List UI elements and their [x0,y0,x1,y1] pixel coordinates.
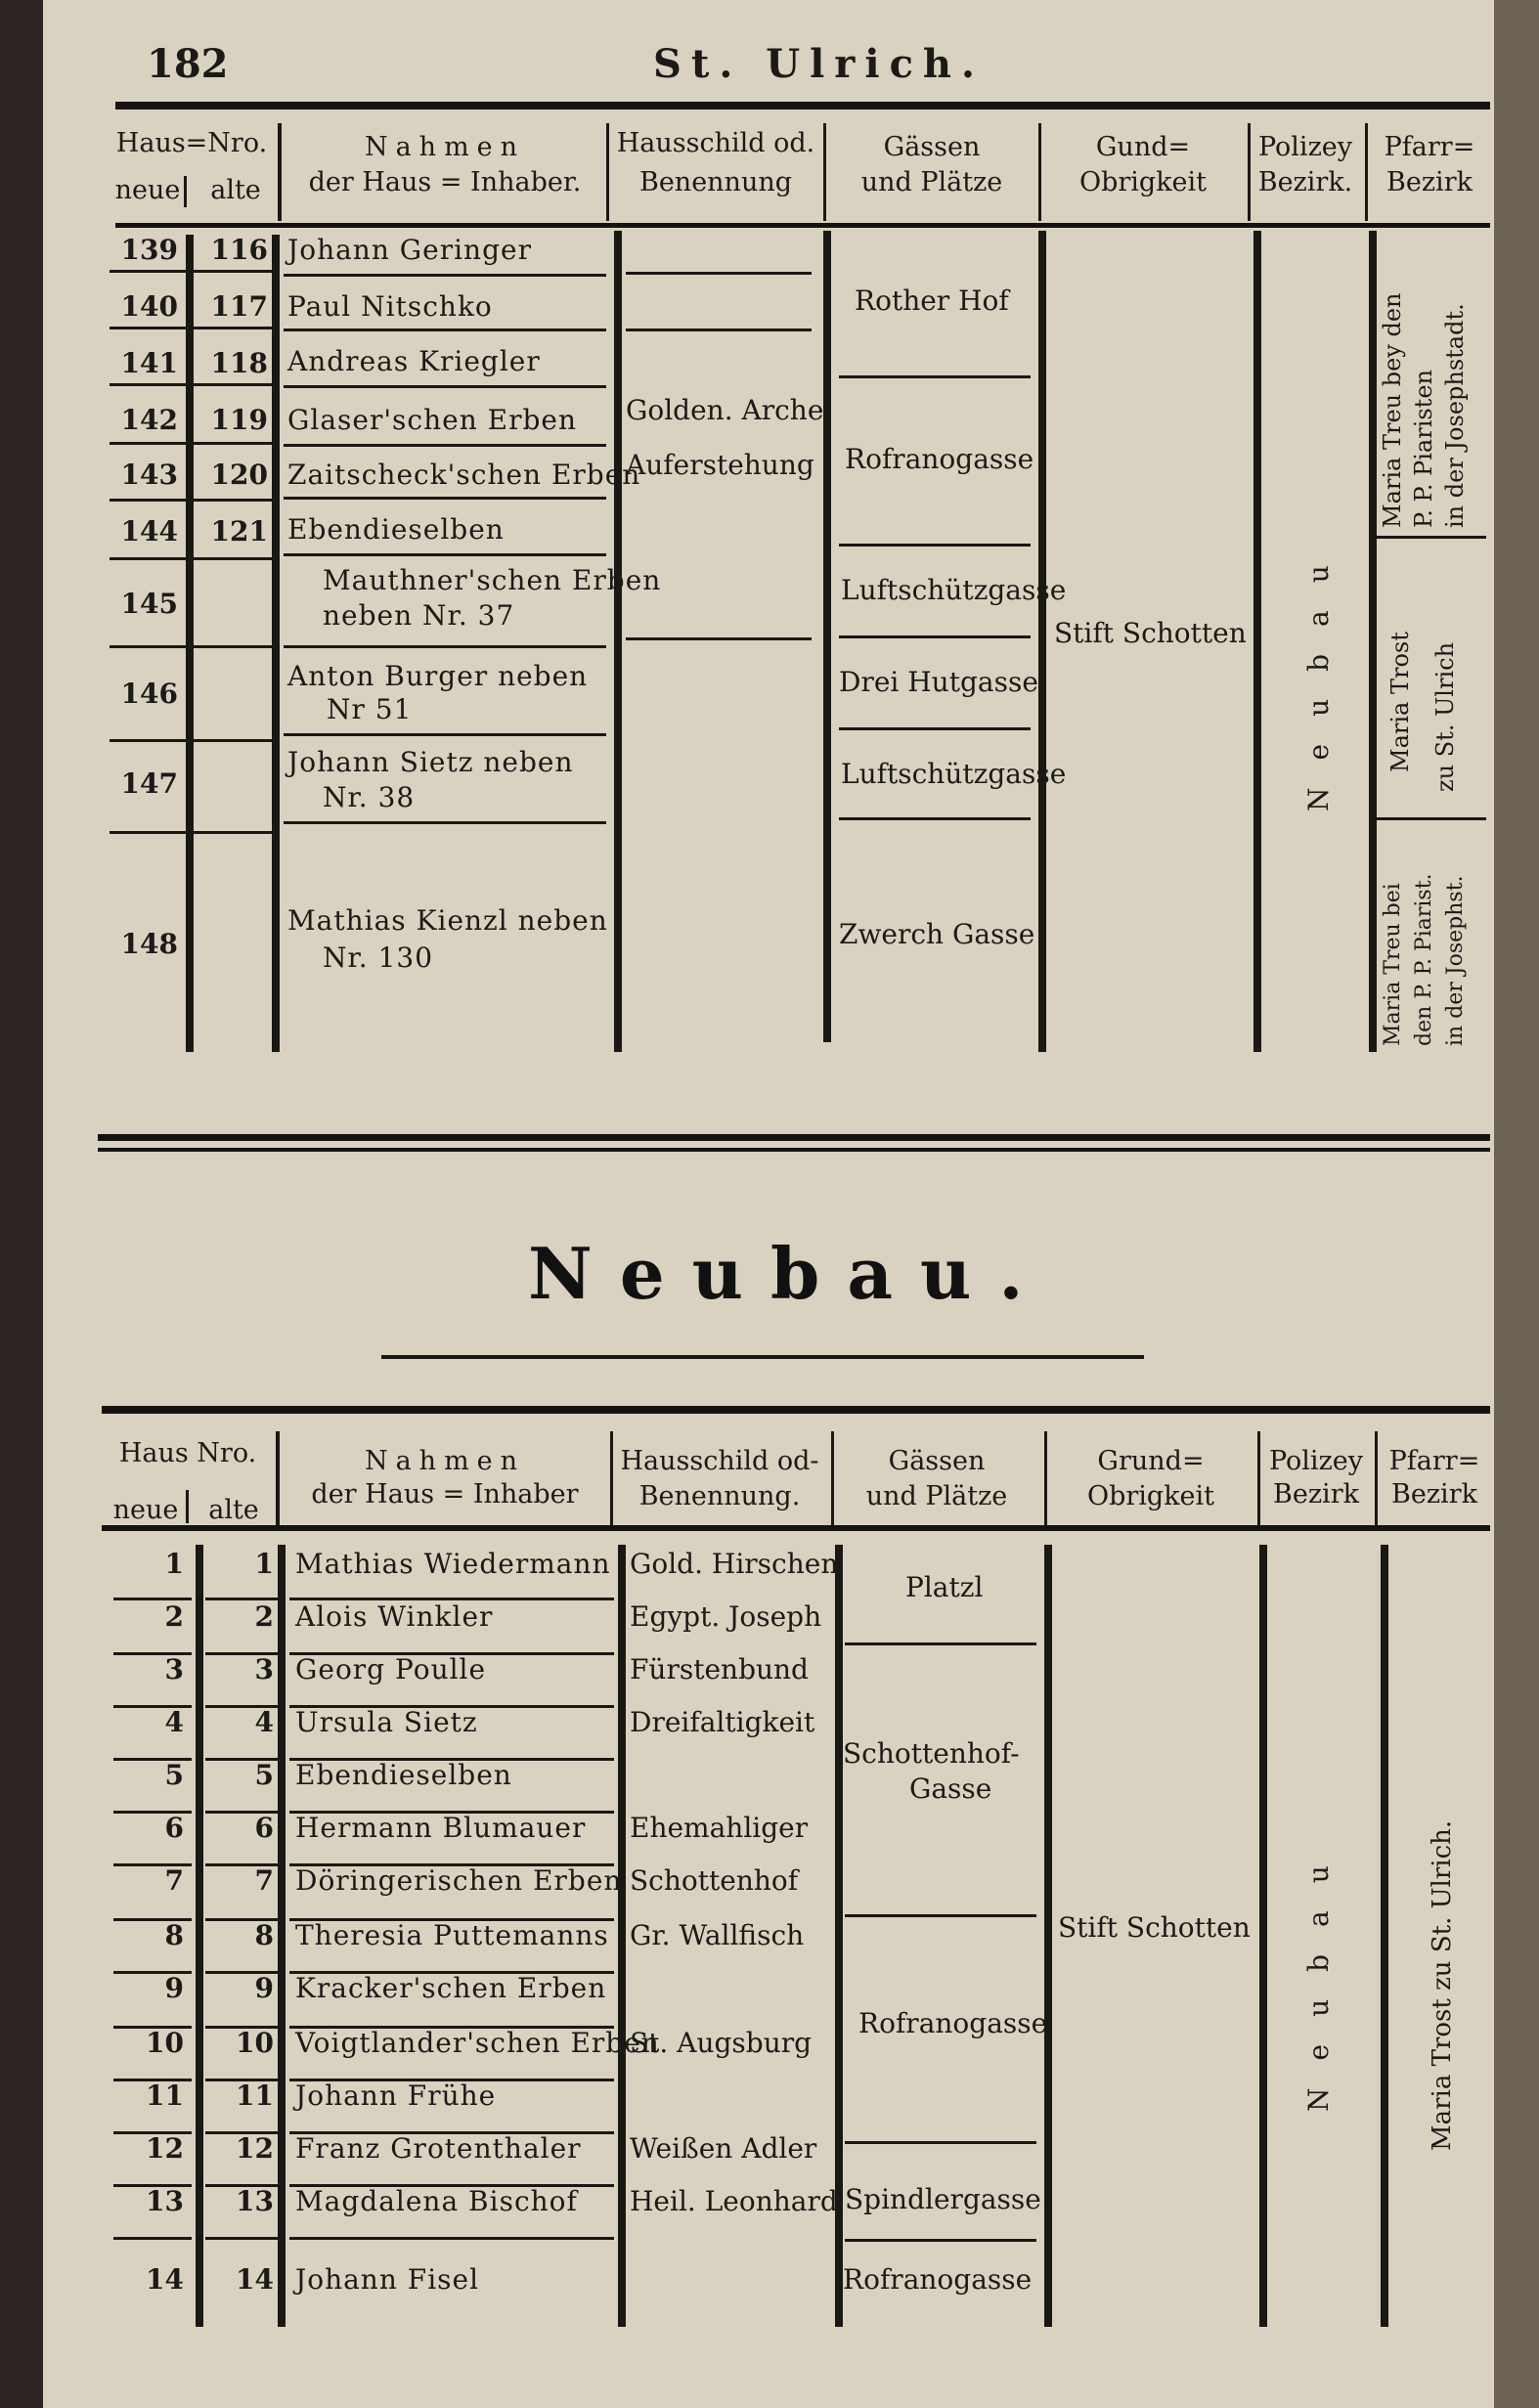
pfarr-line: Maria Treu bei [1381,883,1405,1046]
neue-num: 13 [146,2185,184,2217]
street: Schottenhof- [843,1737,1020,1770]
house-sign: Heil. Leonhard [630,2185,838,2217]
owner-name: Mauthner'schen Erben [323,564,662,596]
neue-num: 5 [164,1759,184,1791]
header-rule [115,223,1490,228]
owner-name: Mathias Wiedermann [295,1548,611,1580]
hdr-sep [606,123,609,221]
col-neue: neue [114,175,181,205]
row-line [289,2237,614,2240]
owner-name: Mathias Kienzl neben [287,904,608,937]
col-obrigkeit: Obrigkeit [1086,1481,1215,1511]
row-line [194,383,272,386]
house-sign: Auferstehung [626,449,814,481]
row-line [284,444,606,447]
col-line [618,1545,626,2327]
col-bezirk: Bezirk. [1257,167,1353,197]
owner-name: Magdalena Bischof [295,2185,578,2217]
neue-num: 2 [164,1600,184,1633]
owner-name: Zaitscheck'schen Erben [287,459,641,491]
col-nahmen: Nahmen [364,132,526,162]
row-line [194,327,272,329]
row-line [845,1914,1036,1917]
neue-num: 6 [164,1812,184,1844]
neue-num: 8 [164,1919,184,1951]
hdr-sep [831,1431,834,1525]
neue-num: 1 [164,1548,184,1580]
row-line [1377,536,1486,539]
row-line [284,733,606,736]
street: Rofranogasse [843,2263,1033,2296]
col-pfarr-bezirk: Bezirk [1391,1479,1477,1510]
hdr-sep [1257,1431,1260,1525]
row-line [113,2237,192,2240]
neue-num: 142 [120,404,178,436]
row-line [110,499,188,502]
col-pfarr: Pfarr= [1388,1446,1480,1476]
neue-num: 144 [120,515,178,547]
hdr-sep [184,176,187,207]
col-line [196,1545,203,2327]
house-sign: Schottenhof [630,1864,799,1897]
house-sign: Gold. Hirschen [630,1548,839,1580]
hdr-sep [186,1490,189,1523]
alte-num: 6 [254,1812,274,1844]
owner-name: Ebendieselben [287,513,505,546]
street: Gasse [909,1773,992,1805]
owner-name-cont: neben Nr. 37 [323,599,515,632]
alte-num: 9 [254,1972,274,2004]
neue-num: 147 [120,767,178,800]
pfarr-line: P. P. Piaristen [1410,370,1437,528]
row-line [284,328,606,331]
alte-num: 5 [254,1759,274,1791]
owner-name: Theresia Puttemanns [295,1919,609,1951]
row-line [626,272,812,275]
owner-name: Alois Winkler [295,1600,494,1633]
col-line [1381,1545,1388,2327]
street: Rofranogasse [845,443,1034,475]
hdr-sep [1038,123,1041,221]
row-line [284,553,606,556]
street: Platzl [905,1571,984,1603]
col-alte: alte [210,175,261,205]
neue-num: 148 [120,928,178,960]
street: Luftschützgasse [841,574,1067,606]
pfarr-line: in der Josephst. [1443,875,1468,1046]
hdr-sep [610,1431,613,1525]
owner-name: Döringerischen Erben [295,1864,623,1897]
house-sign: Dreifaltigkeit [630,1706,815,1738]
street: Spindlergasse [845,2183,1041,2215]
pfarr-line: zu St. Ulrich [1431,641,1459,792]
neue-num: 14 [146,2263,184,2296]
neue-num: 140 [120,290,178,323]
row-line [284,274,606,277]
row-line [845,2239,1036,2242]
alte-num: 8 [254,1919,274,1951]
col-plaetze: und Plätze [865,1481,1008,1511]
row-line [205,2237,280,2240]
owner-name: Kracker'schen Erben [295,1972,607,2004]
row-line [110,739,188,742]
row-line [839,635,1031,638]
street: Drei Hutgasse [839,666,1038,698]
grund-obrigkeit: Stift Schotten [1054,617,1247,649]
alte-num: 4 [254,1706,274,1738]
row-line [110,645,188,648]
neue-num: 9 [164,1972,184,2004]
col-benennung: Benennung. [638,1481,801,1511]
house-sign: Weißen Adler [630,2132,817,2165]
row-line [284,385,606,388]
house-sign: Egypt. Joseph [630,1600,822,1633]
alte-num: 117 [210,290,268,323]
neue-num: 139 [120,234,178,266]
top-rule [102,1406,1490,1414]
pfarr-bezirk: Maria Trost zu St. Ulrich. [1428,1819,1457,2151]
col-line [1044,1545,1052,2327]
row-line [194,557,272,560]
house-sign: Fürstenbund [630,1653,809,1686]
col-pfarr-bezirk: Bezirk [1386,167,1473,197]
col-obrigkeit: Obrigkeit [1078,167,1208,197]
row-line [626,328,812,331]
col-line [1253,231,1261,1052]
col-plaetze: und Plätze [860,167,1003,197]
section-rule [98,1134,1490,1141]
neue-num: 145 [120,588,178,620]
col-polizey: Polizey [1257,132,1353,162]
alte-num: 118 [210,347,268,379]
owner-name: Anton Burger neben [287,660,589,692]
pfarr-line: Maria Trost [1386,632,1414,772]
polizey-bezirk: Neubau [1302,538,1335,811]
owner-name: Glaser'schen Erben [287,404,577,436]
neue-num: 143 [120,459,178,491]
neue-num: 12 [146,2132,184,2165]
col-benennung: Benennung [638,167,793,197]
owner-name: Johann Sietz neben [287,746,574,778]
row-line [839,544,1031,547]
row-line [284,645,606,648]
page-edge [1494,0,1539,2408]
hdr-sep [278,123,282,221]
col-nahmen: Nahmen [364,1446,526,1476]
col-grund: Grund= [1097,1446,1205,1476]
col-neue: neue [112,1495,179,1525]
col-grund: Gund= [1095,132,1191,162]
street: Zwerch Gasse [839,918,1035,950]
col-pfarr: Pfarr= [1384,132,1475,162]
book-gutter [0,0,43,2408]
col-inhaber: der Haus = Inhaber [311,1479,579,1510]
owner-name-cont: Nr. 38 [323,781,416,813]
alte-num: 116 [210,234,268,266]
owner-name: Georg Poulle [295,1653,487,1686]
house-sign: Gr. Wallfisch [630,1919,805,1951]
title-rule [381,1355,1144,1359]
col-hausschild: Hausschild od. [616,128,815,158]
row-line [194,499,272,502]
row-line [284,821,606,824]
row-line [110,270,188,273]
row-line [110,557,188,560]
page-title: St. Ulrich. [653,41,985,87]
owner-name: Voigtlander'schen Erben [295,2027,660,2059]
col-line [1369,231,1377,1052]
alte-num: 14 [236,2263,274,2296]
street: Rother Hof [855,285,1009,317]
row-line [110,383,188,386]
hdr-sep [1044,1431,1047,1525]
col-inhaber: der Haus = Inhaber. [308,167,582,197]
owner-name-cont: Nr 51 [327,693,413,725]
hdr-sep [1365,123,1368,221]
section-title: Neubau. [528,1232,1051,1315]
section-rule [98,1148,1490,1152]
col-haus-nro: Haus=Nro. [115,128,268,158]
alte-num: 3 [254,1653,274,1686]
alte-num: 13 [236,2185,274,2217]
owner-name: Ursula Sietz [295,1706,478,1738]
row-line [194,442,272,445]
owner-name: Franz Grotenthaler [295,2132,582,2165]
street: Rofranogasse [858,2007,1048,2039]
alte-num: 10 [236,2027,274,2059]
pfarr-line: in der Josephstadt. [1441,303,1469,528]
row-line [839,375,1031,378]
row-line [1377,817,1486,820]
neue-num: 146 [120,678,178,710]
owner-name: Andreas Kriegler [287,345,541,377]
polizey-bezirk: Neubau [1302,1838,1335,2112]
alte-num: 119 [210,404,268,436]
owner-name: Johann Frühe [295,2080,497,2112]
row-line [194,739,272,742]
owner-name: Johann Geringer [287,234,532,266]
row-line [839,817,1031,820]
row-line [839,727,1031,730]
grund-obrigkeit: Stift Schotten [1058,1911,1251,1944]
col-gassen: Gässen [883,132,981,162]
owner-name: Hermann Blumauer [295,1812,587,1844]
pfarr-line: den P. P. Piarist. [1412,873,1436,1046]
row-line [110,442,188,445]
neue-num: 11 [146,2080,184,2112]
alte-num: 120 [210,459,268,491]
page-number: 182 [147,41,229,87]
row-line [626,637,812,640]
col-line [1259,1545,1267,2327]
hdr-sep [1248,123,1251,221]
neue-num: 3 [164,1653,184,1686]
col-line [823,231,831,1042]
house-sign: St. Augsburg [630,2027,813,2059]
owner-name: Paul Nitschko [287,290,493,323]
row-line [110,831,188,834]
alte-num: 2 [254,1600,274,1633]
alte-num: 12 [236,2132,274,2165]
header-rule [102,1525,1490,1531]
hdr-sep [276,1431,280,1525]
alte-num: 7 [254,1864,274,1897]
col-bezirk: Bezirk [1273,1479,1359,1510]
col-line [1038,231,1046,1052]
row-line [110,327,188,329]
alte-num: 1 [254,1548,274,1580]
col-gassen: Gässen [888,1446,986,1476]
col-line [272,235,280,1052]
hdr-sep [1375,1431,1378,1525]
row-line [284,497,606,500]
pfarr-line: Maria Treu bey den [1379,292,1406,528]
neue-num: 10 [146,2027,184,2059]
owner-name-cont: Nr. 130 [323,941,434,974]
owner-name: Johann Fisel [295,2263,480,2296]
owner-name: Ebendieselben [295,1759,512,1791]
neue-num: 7 [164,1864,184,1897]
house-sign: Ehemahliger [630,1812,809,1844]
row-line [194,645,272,648]
alte-num: 121 [210,515,268,547]
row-line [845,2141,1036,2144]
col-alte: alte [208,1495,259,1525]
neue-num: 4 [164,1706,184,1738]
row-line [194,270,272,273]
hdr-sep [823,123,826,221]
alte-num: 11 [236,2080,274,2112]
house-sign: Golden. Arche [626,394,824,426]
col-line [278,1545,286,2327]
col-line [614,231,622,1052]
neue-num: 141 [120,347,178,379]
col-haus-nro: Haus Nro. [118,1438,257,1468]
col-hausschild: Hausschild od- [620,1446,819,1476]
street: Luftschützgasse [841,758,1067,790]
col-polizey: Polizey [1268,1446,1364,1476]
row-line [194,831,272,834]
top-rule [115,102,1490,109]
row-line [845,1642,1036,1645]
col-line [186,235,194,1052]
